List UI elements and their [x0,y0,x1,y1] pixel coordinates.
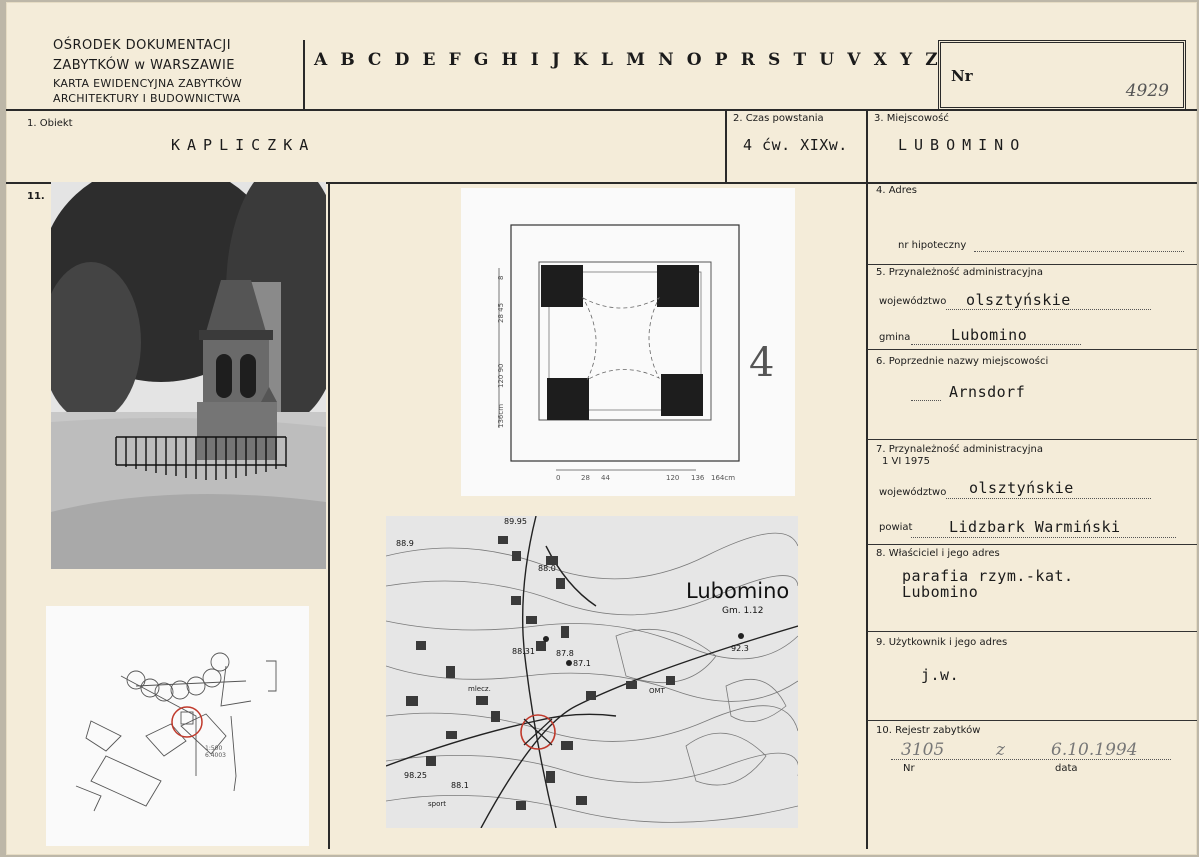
alphabet-letter: X [873,50,887,70]
rejestr-nr-label: Nr [903,763,915,774]
plan-scale-tick: 28 [581,474,590,482]
wojewodztwo-dots [946,309,1151,310]
wojewodztwo-value: olsztyńskie [966,291,1071,309]
card-type-line2: ARCHITEKTURY I BUDOWNICTWA [53,92,241,105]
miejscowosc-value: LUBOMINO [898,136,1027,154]
wojewodztwo-1975-dots [946,498,1151,499]
nr-hipoteczny-label: nr hipoteczny [898,240,967,251]
rejestr-z: z [996,740,1005,760]
rejestr-data-value: 6.10.1994 [1051,740,1138,760]
card-type-line1: KARTA EWIDENCYJNA ZABYTKÓW [53,77,243,90]
alphabet-letter: E [422,50,436,70]
poprzednie-dots [911,400,941,401]
record-number-label: Nr [951,67,973,85]
alphabet-letter: Z [925,50,938,70]
miejscowosc-label: 3. Miejscowość [874,113,949,124]
rule-7 [867,544,1197,545]
poprzednie-value: Arnsdorf [949,383,1026,401]
map-spot-height: 88.31 [512,647,535,656]
alphabet-letter: Y [899,50,913,70]
rule-4 [867,264,1197,265]
site-sketch [46,606,309,846]
alphabet-letter: U [819,50,835,70]
alphabet-letter: L [601,50,613,70]
admin1975-label-1: 7. Przynależność administracyjna [876,444,1043,455]
map-place-name: Lubomino [686,579,790,603]
rejestr-data-label: data [1055,763,1078,774]
topographic-map-svg [386,516,798,828]
plan-side-mark: 4 [749,340,775,386]
czas-powstania-label: 2. Czas powstania [733,113,824,124]
obiekt-label: 1. Obiekt [27,118,73,129]
rejestr-dots [891,759,1171,760]
rejestr-label: 10. Rejestr zabytków [876,725,981,736]
header-divider [303,40,305,110]
site-sketch-caption-2: 6.4003 [205,752,226,759]
map-spot-height: 92.3 [731,644,749,653]
plan-scale-tick: 0 [556,474,561,482]
alphabet-letter: S [768,50,781,70]
wlasciciel-value-line1: parafia rzym.-kat. [902,567,1074,585]
alphabet-letter: V [847,50,861,70]
wojewodztwo-1975-value: olsztyńskie [969,479,1074,497]
alphabet-letter: G [473,50,489,70]
org-name-line2: ZABYTKÓW w WARSZAWIE [53,58,235,73]
chapel-photo [51,182,326,569]
alphabet-letter: T [793,50,807,70]
plan-side-dimension: 8 [497,275,505,280]
institution-header [53,36,242,106]
powiat-dots [911,537,1176,538]
map-label: sport [428,800,446,808]
wojewodztwo-label: województwo [879,296,947,307]
wojewodztwo-1975-label: województwo [879,487,947,498]
map-spot-height: 98.25 [404,771,427,780]
gmina-dots [911,344,1081,345]
topographic-map [386,516,798,828]
map-spot-height: 88.0 [538,564,556,573]
powiat-value: Lidzbark Warmiński [949,518,1121,536]
adres-label: 4. Adres [876,185,917,196]
rule-5 [867,349,1197,350]
gmina-label: gmina [879,332,911,343]
rule-6 [867,439,1197,440]
uzytkownik-label: 9. Użytkownik i jego adres [876,637,1008,648]
alphabet-letter: N [658,50,674,70]
map-label: mlecz. [468,685,491,693]
site-sketch-caption-1: 1:500 [205,745,223,752]
org-name-line1: OŚRODEK DOKUMENTACJI [53,38,232,53]
alphabet-letter: H [501,50,518,70]
admin-label: 5. Przynależność administracyjna [876,267,1043,278]
map-spot-height: 88.1 [451,781,469,790]
wlasciciel-label: 8. Właściciel i jego adres [876,548,1000,559]
uzytkownik-value: j.w. [921,666,960,684]
rule-9 [867,720,1197,721]
alphabet-index [314,50,938,70]
header-rule [6,109,1197,111]
map-spot-height: 87.8 [556,649,574,658]
record-number-box [938,40,1186,110]
row1-divider-b [866,110,868,184]
plan-side-dimension: 28 45 [497,302,505,323]
photo-column-divider [328,184,330,849]
map-label: OMT [649,687,665,695]
alphabet-letter: J [551,50,560,70]
alphabet-letter: C [367,50,382,70]
nr-hipoteczny-dots [974,251,1184,252]
plan-scale-tick: 44 [601,474,610,482]
alphabet-letter: R [740,50,755,70]
poprzednie-label: 6. Poprzednie nazwy miejscowości [876,356,1049,367]
alphabet-letter: P [714,50,728,70]
alphabet-letter: K [573,50,588,70]
wlasciciel-value-line2: Lubomino [902,583,979,601]
alphabet-letter: F [448,50,461,70]
admin1975-label-2: 1 VI 1975 [882,456,930,467]
plan-side-dimension: 136cm [497,403,505,428]
chapel-photo-drawing [51,182,326,569]
section11-label: 11. [27,191,45,202]
czas-powstania-value: 4 ćw. XIXw. [743,136,848,154]
gmina-value: Lubomino [951,326,1028,344]
record-number-value: 4929 [1125,81,1169,101]
row1-divider-a [725,110,727,184]
map-spot-height: 87.1 [573,659,591,668]
plan-scale-tick: 136 [691,474,705,482]
plan-scale-tick: 164cm [711,474,736,482]
rule-8 [867,631,1197,632]
map-sub-label: Gm. 1.12 [722,606,764,616]
rejestr-nr-value: 3105 [901,740,945,760]
plan-drawing-svg [461,188,795,496]
record-card [6,2,1197,855]
site-sketch-svg [46,606,309,846]
alphabet-letter: A [314,50,328,70]
plan-side-dimension: 120 90 [497,363,505,388]
alphabet-letter: O [686,50,702,70]
obiekt-value: KAPLICZKA [171,136,316,154]
plan-scale-tick: 120 [666,474,680,482]
alphabet-letter: M [626,50,645,70]
alphabet-letter: I [530,50,539,70]
map-spot-height: 88.9 [396,539,414,548]
powiat-label: powiat [879,522,913,533]
alphabet-letter: B [340,50,355,70]
fields-column-divider [866,184,868,849]
alphabet-letter: D [394,50,410,70]
plan-drawing [461,188,795,496]
map-spot-height: 89.95 [504,517,527,526]
